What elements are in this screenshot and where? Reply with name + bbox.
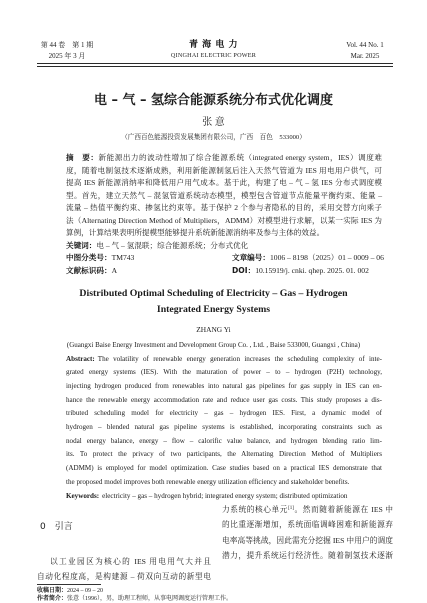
abstract-en xyxy=(66,353,382,504)
affiliation-cn: （广西百色能源投资发展集团有限公司，广西 百色 533000） xyxy=(121,134,306,141)
body-line: 电率高等挑战，因此需充分挖掘 IES 中用户的调度 xyxy=(222,535,393,545)
journal-name-en: QINGHAI ELECTRIC POWER xyxy=(170,52,257,59)
journal-name-cn: 青 海 电 力 xyxy=(189,40,238,50)
body-line: 潜力，提升系统运行经济性。随着制氢技术逐渐 xyxy=(222,550,393,560)
abstract-en-line: tributed scheduling model for electricity – gas – hydrogen IES. First, a dynamic model of xyxy=(66,409,382,418)
abstract-en-line: nodal energy balance, energy – flow – calorific value balance, and hydrogen blending ratio lim- xyxy=(66,436,382,445)
journal-name xyxy=(150,39,277,61)
author-name-en: ZHANG Yi xyxy=(196,325,231,334)
abstract-en-line xyxy=(66,353,382,367)
author-bio xyxy=(37,595,337,603)
abstract-en-line: (ADMM) is employed for model optimization. Case studies based on a practical IES demonstrate that xyxy=(66,464,382,473)
body-column-left xyxy=(37,554,211,584)
abstract-cn-text: 新能源出力的波动性增加了综合能源系统（integrated energy system，IES）调度难 xyxy=(98,153,382,162)
issue-info-en xyxy=(336,40,394,62)
affiliation-en: (Guangxi Baise Energy Investment and Development Group Co. , Ltd. , Baise 533000, Guangxi , China) xyxy=(66,341,361,349)
doi-label: DOI： xyxy=(232,265,256,275)
author-bio-label: 作者简介： xyxy=(37,595,68,603)
footnote-rule xyxy=(37,584,101,585)
abstract-cn-line: 法（Alternating Direction Method of Multipliers，ADMM）对模型进行求解，以某一实际 IES 为 xyxy=(66,215,382,225)
body-line: 以工业园区为核心的 IES 用电用气大并且 xyxy=(50,556,211,566)
document-code-value: A xyxy=(111,265,118,275)
clc-number xyxy=(66,252,232,265)
identifier-row xyxy=(66,265,382,278)
body-column-right xyxy=(222,502,393,563)
received-date xyxy=(37,587,337,596)
abstract-cn-line: 流量 – 热值平衡约束、掺氢比约束等。基于保护 2 个参与者隐私的目的，采用交替方向乘子 xyxy=(66,203,382,212)
clc-value: TM743 xyxy=(111,253,135,262)
abstract-en-line: hydrogen – blended natural gas pipeline systems is established, incorporating constraints such as xyxy=(66,423,382,432)
body-text: 。然而随着新能源在 IES 中 xyxy=(293,505,393,514)
abstract-cn-line: 型。首先，建立天然气 – 混氢管道系统动态模型，模型包含管道节点能量平衡约束、能量 – xyxy=(66,190,382,200)
clc-label: 中图分类号： xyxy=(66,253,112,262)
abstract-cn-label: 摘 要： xyxy=(66,153,99,162)
abstract-en-label: Abstract: xyxy=(66,354,95,363)
received-date-value: 2024 – 09 – 20 xyxy=(67,587,104,594)
issue-info-cn xyxy=(33,40,101,62)
citation-reference: [1] xyxy=(288,506,294,511)
author-name-cn: 张 意 xyxy=(202,117,225,128)
publication-date-cn: 2025 年 3 月 xyxy=(48,52,86,60)
section-number: 0 xyxy=(40,522,46,532)
abstract-cn-line: 度，随着电制氢技术逐渐成熟，利用新能源制氢后注入天然气管道为 IES 用电用户供气，可 xyxy=(66,165,382,175)
article-number-value: 1006 – 8198（2025）01 – 0009 – 06 xyxy=(269,253,384,262)
abstract-en-line: injecting hydrogen produced from renewables into natural gas pipelines for gas supply in IES can en- xyxy=(66,381,382,390)
doi-value: 10.15919/j. cnki. qhep. 2025. 01. 002 xyxy=(255,265,369,275)
volume-issue-en: Vol. 44 No. 1 xyxy=(346,41,384,49)
article-number xyxy=(232,253,384,262)
section-title: 引言 xyxy=(54,522,73,532)
keywords-cn-label: 关键词： xyxy=(66,240,97,250)
doi xyxy=(232,266,369,275)
article-number-label: 文章编号： xyxy=(232,253,270,262)
keywords-en-text: electricity – gas – hydrogen hybrid; integrated energy system; distributed optimization xyxy=(102,491,348,500)
document-code xyxy=(66,265,232,278)
author-bio-text: 张意（1996），男，助理工程师，从事电网调度运行管理工作。 xyxy=(67,596,233,603)
section-heading-introduction xyxy=(40,521,73,533)
abstract-en-line: hance the renewable energy accommodation rate and reduce user gas costs. This study proposes a dis- xyxy=(66,395,382,404)
abstract-en-line: grated energy systems (IES). With the maturation of power – to – hydrogen (P2H) technology, xyxy=(66,368,382,377)
keywords-cn-text: 电 – 气 – 氢混联；综合能源系统；分布式优化 xyxy=(96,240,249,250)
paper-title-cn: 电 – 气 – 氢综合能源系统分布式优化调度 xyxy=(93,93,334,108)
body-line: 的比重逐渐增加，系统面临调峰困难和新能源弃 xyxy=(222,520,393,530)
body-text: 力系统的核心单元 xyxy=(222,505,289,514)
abstract-cn-line xyxy=(66,152,382,165)
keywords-en-label: Keywords: xyxy=(66,491,100,500)
abstract-cn xyxy=(66,152,382,277)
abstract-cn-line: 提高 IES 新能源消纳率和降低用户用气成本。基于此，构建了电 – 气 – 氢 IES 分布式调度模 xyxy=(66,178,382,187)
abstract-en-line: the proposed model improves both renewable energy utilization efficiency and stakeholder benefits. xyxy=(66,477,350,486)
volume-issue-cn: 第 44 卷 第 1 期 xyxy=(40,41,94,49)
document-code-label: 文献标识码： xyxy=(66,265,112,275)
classification-row xyxy=(66,252,382,265)
received-date-label: 收稿日期： xyxy=(37,586,68,594)
header-rule xyxy=(37,63,393,67)
abstract-cn-line: 算例，计算结果表明所提模型能够提升系统新能源消纳率及参与主体的效益。 xyxy=(66,228,325,237)
body-line xyxy=(222,502,393,517)
body-line: 自动化程度高，是构建源 – 荷双向互动的新型电 xyxy=(37,571,211,581)
abstract-en-text: The volatility of renewable energy generation increases the scheduling complexity of inte- xyxy=(97,354,382,363)
footnotes xyxy=(37,587,337,603)
paper-title-en-line: Integrated Energy Systems xyxy=(156,304,271,315)
paper-title-en-line: Distributed Optimal Scheduling of Electricity – Gas – Hydrogen xyxy=(79,288,348,299)
publication-date-en: Mar. 2025 xyxy=(350,52,380,60)
abstract-en-line: its. To protect the privacy of two participants, the Alternating Direction Method of Multipliers xyxy=(66,450,382,459)
paper-title-en xyxy=(0,286,427,318)
keywords-cn xyxy=(66,240,382,253)
